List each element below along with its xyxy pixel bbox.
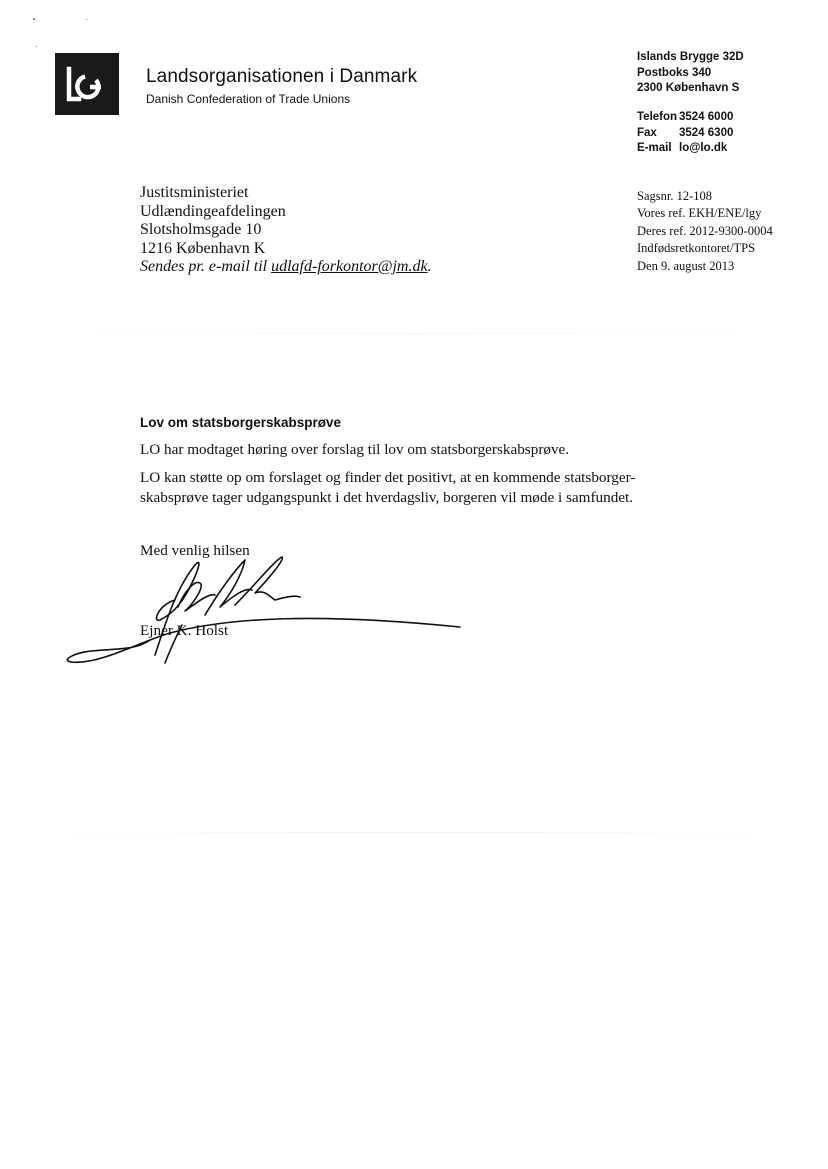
lo-logo-mark (55, 53, 119, 115)
scan-fold-line (40, 333, 790, 334)
scan-speck (33, 18, 35, 20)
org-name: Landsorganisationen i Danmark (146, 66, 418, 87)
body-line: LO kan støtte op om forslaget og finder det positivt, at en kommende statsborger- (140, 469, 636, 486)
contact-label: Fax (637, 126, 657, 139)
scan-speck (86, 19, 87, 20)
address-line: Islands Brygge 32D (637, 51, 744, 63)
scan-speck (36, 46, 37, 47)
letter-subject: Lov om statsborgerskabsprøve (140, 415, 342, 430)
reference-block (637, 188, 773, 275)
body-paragraph: LO har modtaget høring over forslag til lov om statsborgerskabsprøve. (140, 441, 570, 458)
delivery-note (140, 258, 432, 277)
your-reference: Deres ref. 2012-9300-0004 (637, 223, 773, 238)
contact-label: Telefon (637, 111, 678, 123)
recipient-line: 1216 København K (140, 239, 266, 257)
our-reference: Vores ref. EKH/ENE/lgy (637, 206, 762, 221)
handwritten-signature (60, 545, 480, 675)
contact-value: lo@lo.dk (679, 142, 728, 154)
recipient-email-link[interactable]: udlafd-forkontor@jm.dk (271, 258, 428, 275)
recipient-line: Udlændingeafdelingen (140, 202, 286, 220)
delivery-note-suffix: . (427, 258, 432, 275)
org-name-english: Danish Confederation of Trade Unions (146, 92, 351, 106)
lo-logo (55, 53, 119, 115)
case-number: Sagsnr. 12-108 (637, 189, 712, 203)
body-line: skabsprøve tager udgangspunkt i det hverdagsliv, borgeren vil møde i samfundet. (140, 489, 634, 506)
contact-email (637, 141, 733, 157)
address-line: Postboks 340 (637, 66, 712, 79)
contact-label: E-mail (637, 142, 672, 154)
recipient-address (140, 184, 432, 277)
sender-contact (637, 110, 733, 157)
address-line: 2300 København S (637, 82, 740, 94)
recipient-line: Justitsministeriet (140, 184, 249, 201)
contact-value: 3524 6000 (679, 111, 734, 123)
contact-value: 3524 6300 (679, 126, 734, 139)
letter-date: Den 9. august 2013 (637, 258, 735, 273)
delivery-note-text: Sendes pr. e-mail til (140, 258, 272, 275)
recipient-line: Slotsholmsgade 10 (140, 221, 262, 238)
body-paragraph (140, 468, 700, 508)
closing-greeting: Med venlig hilsen (140, 542, 250, 559)
contact-phone (637, 110, 733, 126)
office-reference: Indfødsretkontoret/TPS (637, 241, 756, 256)
contact-fax (637, 126, 733, 142)
sender-address (637, 50, 744, 97)
scan-fold-line (40, 832, 790, 833)
signer-name: Ejner K. Holst (140, 622, 229, 639)
